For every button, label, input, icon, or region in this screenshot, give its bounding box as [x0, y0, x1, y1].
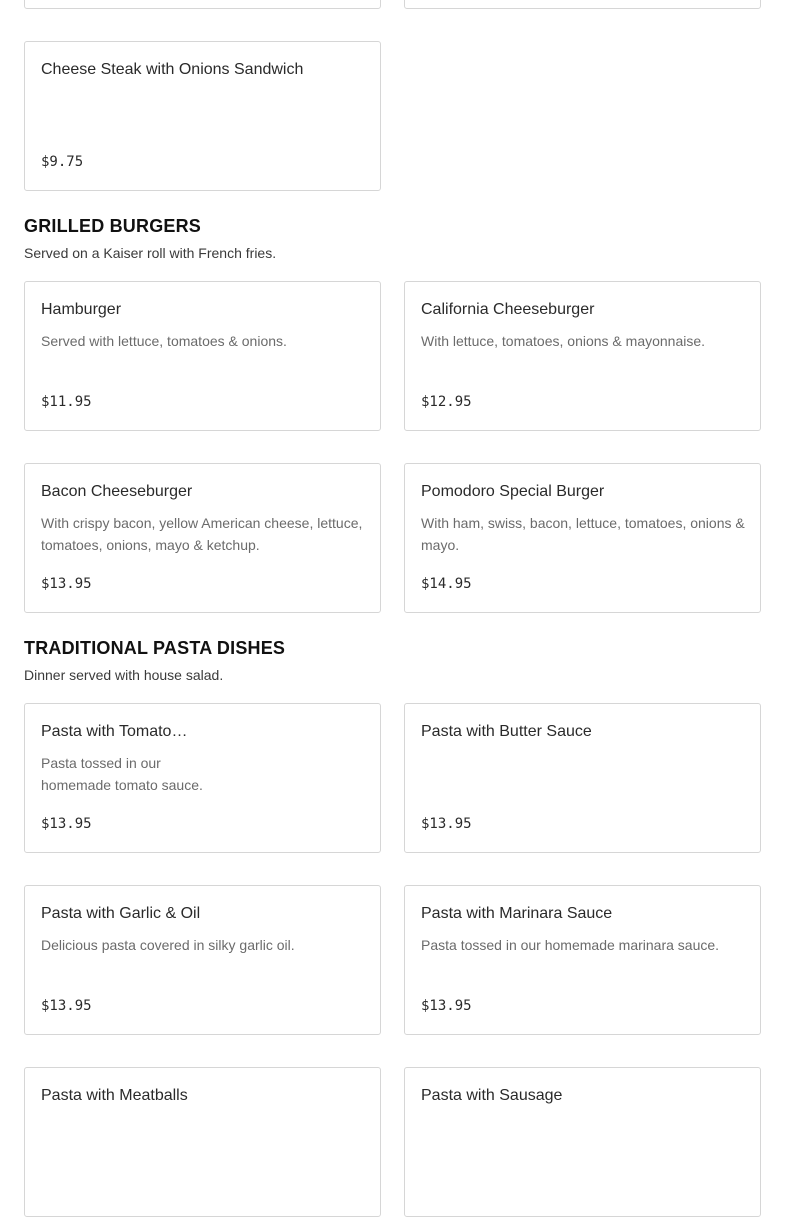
menu-item-card[interactable]: [24, 1067, 381, 1217]
menu-item-description: With ham, swiss, bacon, lettuce, tomatoes, onions & mayo.: [421, 515, 745, 553]
menu-item-card[interactable]: [24, 703, 381, 853]
menu-item-price: $11.95: [41, 394, 92, 410]
menu-item-card[interactable]: [404, 1067, 761, 1217]
menu-item-name: Cheese Steak with Onions Sandwich: [41, 61, 304, 78]
menu-item-name: Pasta with Sausage: [421, 1087, 563, 1104]
section-subtitle: Dinner served with house salad.: [24, 667, 224, 683]
menu-item-price: $13.95: [41, 576, 92, 592]
menu-item-description: With lettuce, tomatoes, onions & mayonnaise.: [421, 333, 706, 349]
menu-item-price: $9.75: [41, 154, 84, 170]
menu-item-description: With crispy bacon, yellow American cheese, lettuce, tomatoes, onions, mayo & ketchup.: [41, 515, 363, 553]
menu-item-card[interactable]: [24, 281, 381, 431]
menu-item-name: California Cheeseburger: [421, 301, 595, 318]
section-title: TRADITIONAL PASTA DISHES: [24, 638, 286, 658]
menu-item-name: Pasta with Marinara Sauce: [421, 905, 613, 922]
menu-item-name: Bacon Cheeseburger: [41, 483, 193, 500]
menu-item-name: Pasta with Meatballs: [41, 1087, 188, 1104]
menu-item-price: $14.95: [421, 576, 472, 592]
menu-item-name: Pasta with Tomato…: [41, 723, 188, 740]
section-subtitle: Served on a Kaiser roll with French fries.: [24, 245, 277, 261]
menu-item-card[interactable]: [24, 0, 381, 9]
menu-item-description: Pasta tossed in our homemade tomato sauce.: [41, 755, 203, 793]
menu-item-card[interactable]: [404, 0, 761, 9]
menu-item-description: Served with lettuce, tomatoes & onions.: [41, 333, 287, 349]
section-title: GRILLED BURGERS: [24, 216, 202, 236]
menu-item-card[interactable]: [24, 41, 381, 191]
menu-item-card[interactable]: [404, 703, 761, 853]
menu-item-name: Hamburger: [41, 301, 122, 318]
menu-item-price: $12.95: [421, 394, 472, 410]
menu-item-name: Pasta with Butter Sauce: [421, 723, 592, 740]
menu-item-price: $13.95: [421, 816, 472, 832]
menu-item-name: Pomodoro Special Burger: [421, 483, 605, 500]
menu-item-card[interactable]: [24, 463, 381, 613]
menu-item-card[interactable]: [24, 885, 381, 1035]
menu-item-price: $13.95: [41, 816, 92, 832]
menu-item-card[interactable]: [404, 885, 761, 1035]
menu-item-name: Pasta with Garlic & Oil: [41, 905, 201, 922]
menu-item-description: Pasta tossed in our homemade marinara sauce.: [421, 937, 720, 953]
menu-item-description: Delicious pasta covered in silky garlic oil.: [41, 937, 295, 953]
menu-item-price: $13.95: [421, 998, 472, 1014]
menu-item-card[interactable]: [404, 281, 761, 431]
menu-item-card[interactable]: [404, 463, 761, 613]
menu-item-price: $13.95: [41, 998, 92, 1014]
